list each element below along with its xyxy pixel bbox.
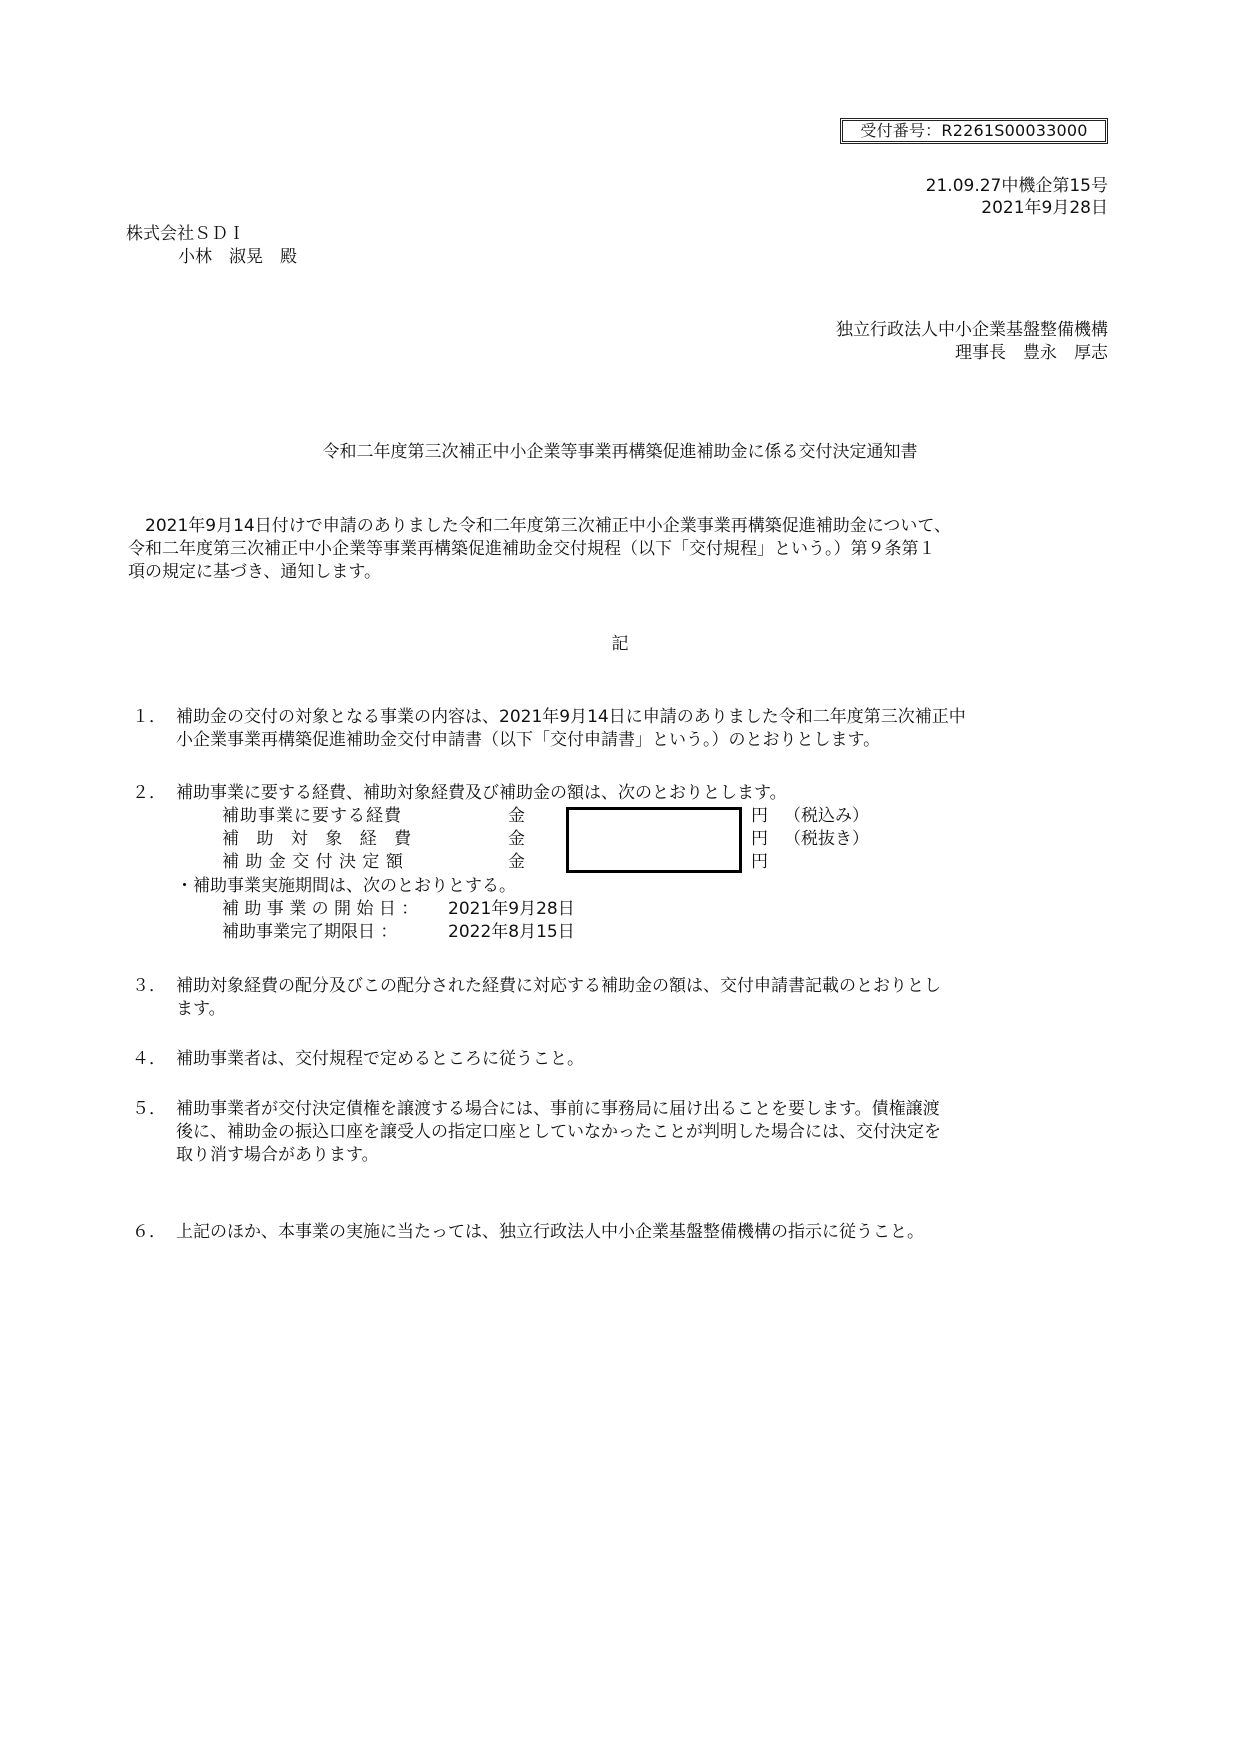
item-4-line-1: 補助事業者は、交付規程で定めるところに従うこと。 <box>176 1049 584 1069</box>
start-date-value: 2021年9月28日 <box>448 899 575 919</box>
cost-row-1-label: 補助事業に要する経費 <box>222 806 402 826</box>
item-5-number: ５． <box>132 1099 166 1119</box>
start-date-label: 補 助 事 業 の 開 始 日 ： <box>222 899 419 919</box>
item-3-number: ３． <box>132 976 166 996</box>
recipient-company: 株式会社ＳＤＩ <box>126 224 245 244</box>
issue-date: 2021年9月28日 <box>981 198 1108 218</box>
period-heading: ・補助事業実施期間は、次のとおりとする。 <box>176 876 516 896</box>
cost-row-1-yen: 円 <box>751 806 768 826</box>
amount-redaction-box <box>566 807 742 873</box>
cost-row-2-note: （税抜き） <box>784 829 869 849</box>
receipt-number-box <box>840 118 1108 144</box>
intro-line-2: 令和二年度第三次補正中小企業等事業再構築促進補助金交付規程（以下「交付規程」という。）第９条第１ <box>128 539 936 559</box>
recipient-name: 小林 淑晃 殿 <box>178 247 297 267</box>
end-date-value: 2022年8月15日 <box>448 922 575 942</box>
item-6-line-1: 上記のほか、本事業の実施に当たっては、独立行政法人中小企業基盤整備機構の指示に従うこと。 <box>176 1222 924 1242</box>
cost-row-3-yen: 円 <box>751 852 768 872</box>
intro-line-1: 2021年9月14日付けで申請のありました令和二年度第三次補正中小企業事業再構築促進補助金について、 <box>128 516 952 536</box>
cost-row-3-kin: 金 <box>508 852 525 872</box>
item-5-line-1: 補助事業者が交付決定債権を譲渡する場合には、事前に事務局に届け出ることを要します。債権譲渡 <box>176 1099 940 1119</box>
cost-row-2-kin: 金 <box>508 829 525 849</box>
item-2-number: ２． <box>132 783 166 803</box>
sender-organization: 独立行政法人中小企業基盤整備機構 <box>836 320 1108 340</box>
cost-row-3-label: 補 助 金 交 付 決 定 額 <box>222 852 404 872</box>
item-4-number: ４． <box>132 1049 166 1069</box>
cost-row-1-note: （税込み） <box>784 806 869 826</box>
item-3-line-1: 補助対象経費の配分及びこの配分された経費に対応する補助金の額は、交付申請書記載のとおりとし <box>176 976 941 996</box>
cost-row-2-yen: 円 <box>751 829 768 849</box>
receipt-number: 受付番号：R2261S00033000 <box>860 121 1088 141</box>
item-5-line-3: 取り消す場合があります。 <box>176 1145 379 1165</box>
item-3-line-2: ます。 <box>176 999 226 1019</box>
item-6-number: ６． <box>132 1222 166 1242</box>
item-1-line-2: 小企業事業再構築促進補助金交付申請書（以下「交付申請書」という。）のとおりとします。 <box>176 730 881 750</box>
intro-line-3: 項の規定に基づき、通知します。 <box>128 562 381 582</box>
ki-heading: 記 <box>611 634 629 654</box>
item-5-line-2: 後に、補助金の振込口座を譲受人の指定口座としていなかったことが判明した場合には、交付決定を <box>176 1122 941 1142</box>
sender-title: 理事長 豊永 厚志 <box>955 343 1108 363</box>
item-1-number: １． <box>132 707 166 727</box>
item-2-line-1: 補助事業に要する経費、補助対象経費及び補助金の額は、次のとおりとします。 <box>176 783 787 803</box>
end-date-label: 補助事業完了期限日 ： <box>222 922 398 942</box>
document-title: 令和二年度第三次補正中小企業等事業再構築促進補助金に係る交付決定通知書 <box>322 442 918 462</box>
item-1-line-1: 補助金の交付の対象となる事業の内容は、2021年9月14日に申請のありました令和二年度第三次補正中 <box>176 707 966 727</box>
cost-row-2-label: 補 助 対 象 経 費 <box>222 829 418 849</box>
cost-row-1-kin: 金 <box>508 806 525 826</box>
document-number: 21.09.27中機企第15号 <box>925 176 1108 196</box>
